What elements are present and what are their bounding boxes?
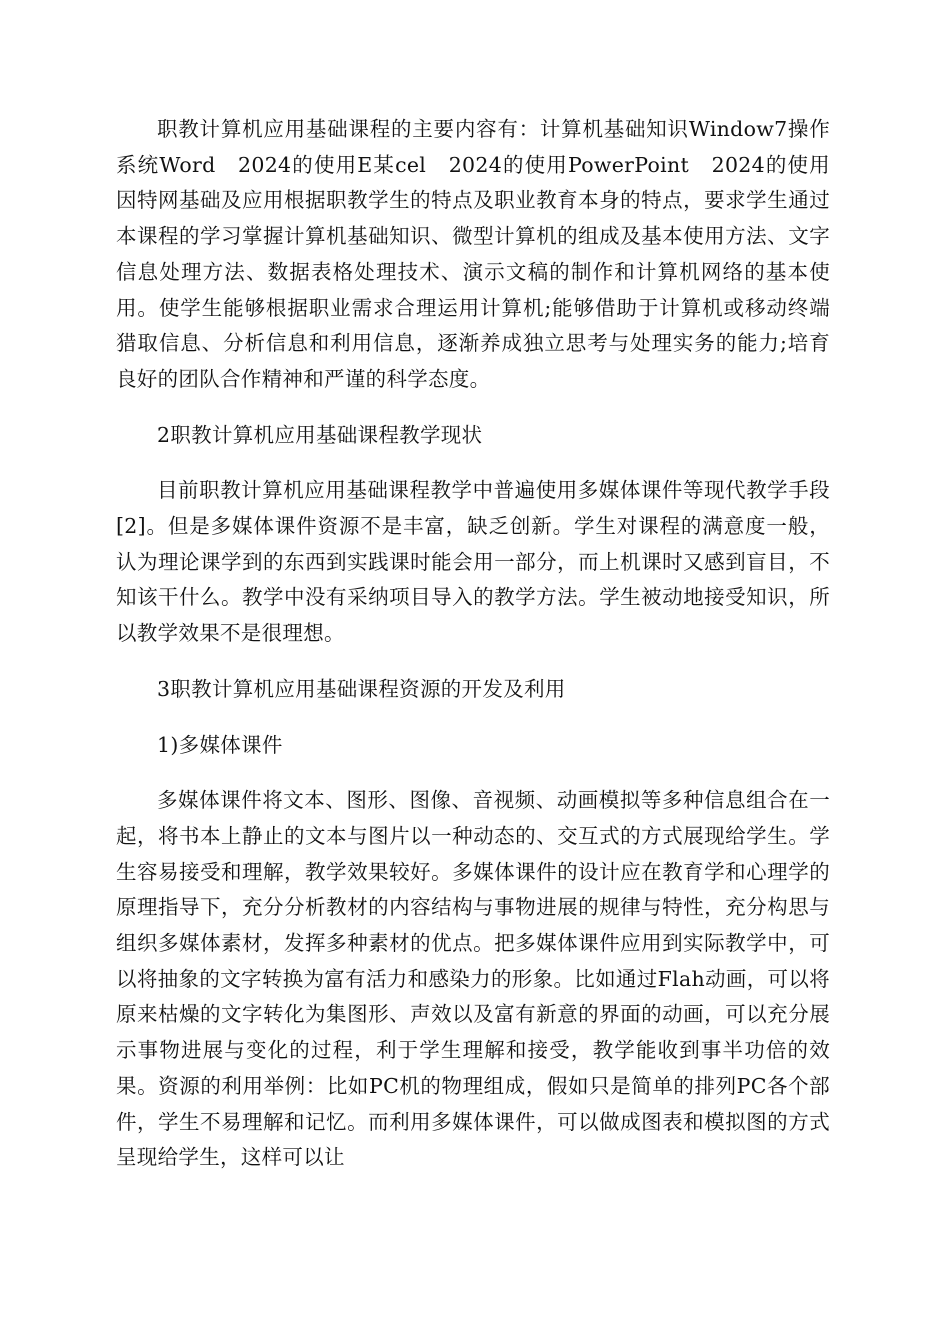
paragraph-course-content: 职教计算机应用基础课程的主要内容有：计算机基础知识Window7操作系统Word 2024的使用E某cel 2024的使用PowerPoint 2024的使用因特网基础及应用根据职教学生的特点及职业教育本身的特点，要求学生通过本课程的学习掌握计算机基础知识、微型计算机的组成及基本使用方法、文字信息处理方法、数据表格处理技术、演示文稿的制作和计算机网络的基本使用。使学生能够根据职业需求合理运用计算机;能够借助于计算机或移动终端猎取信息、分析信息和利用信息，逐渐养成独立思考与处理实务的能力;培育良好的团队合作精神和严谨的科学态度。 [116,117,830,391]
document-page [116,112,830,1196]
paragraph-multimedia: 多媒体课件将文本、图形、图像、音视频、动画模拟等多种信息组合在一起，将书本上静止的文本与图片以一种动态的、交互式的方式展现给学生。学生容易接受和理解，教学效果较好。多媒体课件的设计应在教育学和心理学的原理指导下，充分分析教材的内容结构与事物进展的规律与特性，充分构思与组织多媒体素材，发挥多种素材的优点。把多媒体课件应用到实际教学中，可以将抽象的文字转换为富有活力和感染力的形象。比如通过Flah动画，可以将原来枯燥的文字转化为集图形、声效以及富有新意的界面的动画，可以充分展示事物进展与变化的过程，利于学生理解和接受，教学能收到事半功倍的效果。资源的利用举例：比如PC机的物理组成，假如只是简单的排列PC各个部件，学生不易理解和记忆。而利用多媒体课件，可以做成图表和模拟图的方式呈现给学生，这样可以让 [116,788,830,1170]
section-heading-resource-development: 3职教计算机应用基础课程资源的开发及利用 [157,676,566,701]
section-heading-teaching-status: 2职教计算机应用基础课程教学现状 [157,422,483,447]
paragraph-teaching-status: 目前职教计算机应用基础课程教学中普遍使用多媒体课件等现代教学手段[2]。但是多媒体课件资源不是丰富，缺乏创新。学生对课程的满意度一般，认为理论课学到的东西到实践课时能会用一部分，而上机课时又感到盲目，不知该干什么。教学中没有采纳项目导入的教学方法。学生被动地接受知识，所以教学效果不是很理想。 [116,478,830,646]
subsection-heading-multimedia: 1)多媒体课件 [157,732,283,757]
